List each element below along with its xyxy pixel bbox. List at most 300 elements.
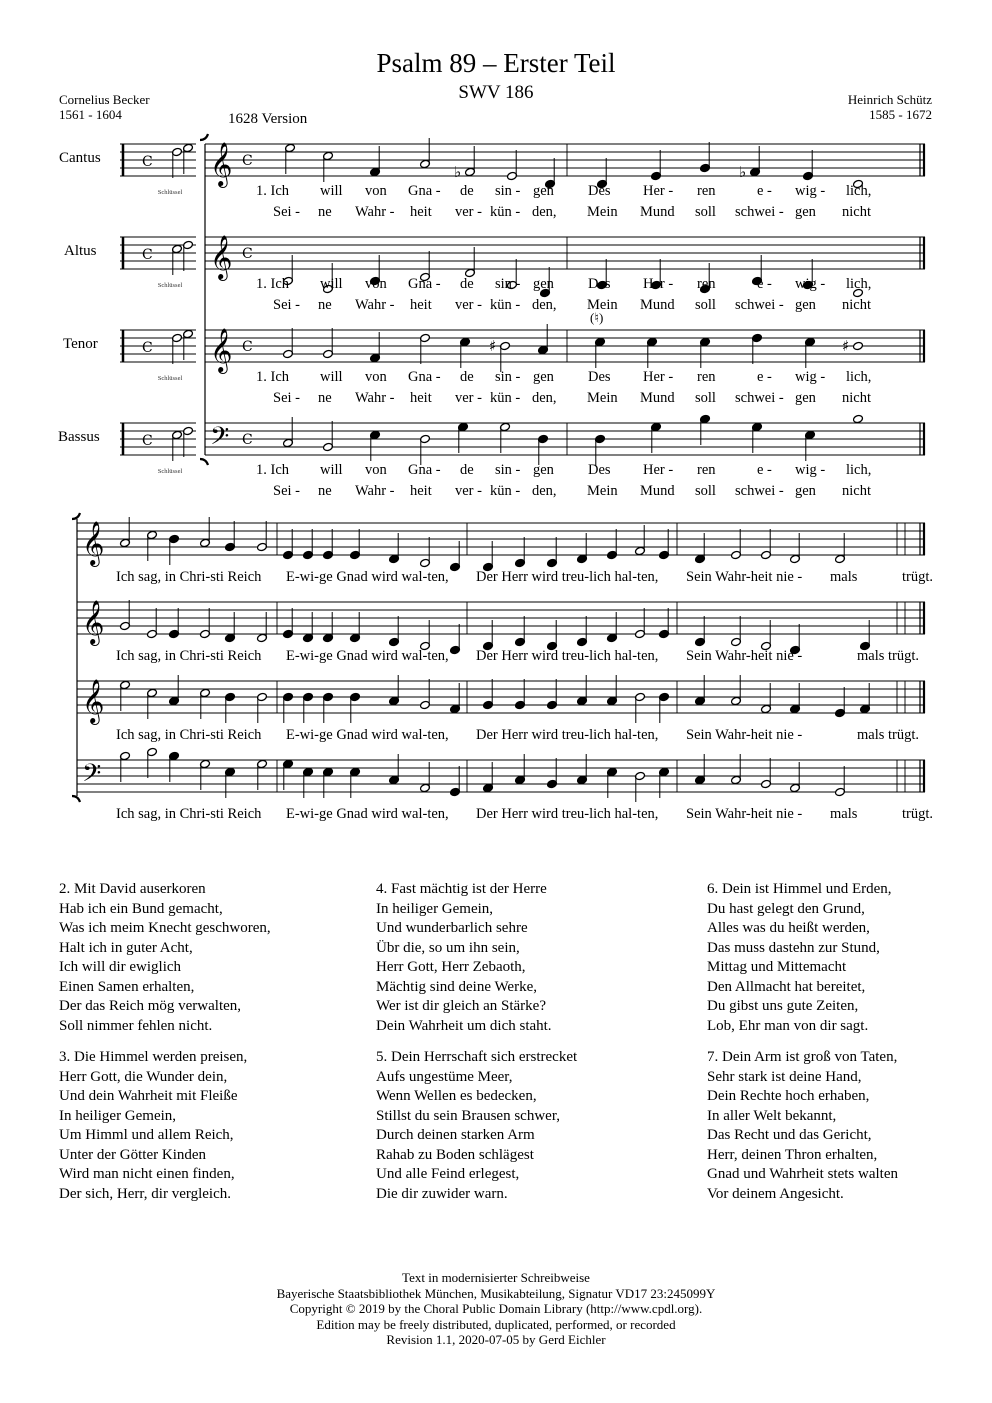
note xyxy=(389,754,400,785)
incipit-note xyxy=(183,240,194,271)
verses-column-2 xyxy=(376,880,676,1216)
note xyxy=(577,754,588,785)
bassus-note xyxy=(805,430,816,461)
note xyxy=(577,533,588,564)
verse-line: Gnad und Wahrheit stets walten xyxy=(707,1166,898,1182)
note xyxy=(635,692,646,723)
accidental-glyph: ♯ xyxy=(489,337,497,355)
note xyxy=(483,679,494,710)
lyric-syllable: ne xyxy=(318,390,332,406)
incipit-note xyxy=(183,426,194,457)
note xyxy=(835,687,846,718)
lyric-syllable: ren xyxy=(697,183,716,199)
note xyxy=(257,612,268,643)
note xyxy=(635,771,646,802)
lyric-syllable: Des xyxy=(588,276,611,292)
tenor-note xyxy=(700,337,711,368)
lyric-syllable: Mund xyxy=(640,483,675,499)
bassus-note xyxy=(595,434,606,465)
lyric-syllable: von xyxy=(365,183,387,199)
lyric-phrase: mals xyxy=(830,569,858,585)
verses-column-1 xyxy=(59,880,359,1216)
lyric-syllable: den, xyxy=(532,297,557,313)
lyric-syllable: ne xyxy=(318,204,332,220)
version-label: 1628 Version xyxy=(228,111,308,127)
verse-line: Der das Reich mög verwalten, xyxy=(59,998,242,1014)
footer-revision: Revision 1.1, 2020-07-05 by Gerd Eichler xyxy=(386,1332,606,1347)
note xyxy=(835,766,846,797)
verse-line: Mittag und Mittemacht xyxy=(707,959,847,975)
lyric-syllable: gen xyxy=(533,369,554,385)
lyric-syllable: gen xyxy=(533,183,554,199)
lyric-phrase: mals trügt. xyxy=(857,648,920,664)
note xyxy=(323,692,334,723)
note xyxy=(283,759,294,790)
tenor-note xyxy=(538,324,549,355)
lyric-syllable: wig - xyxy=(795,369,826,385)
lyric-phrase: E-wi-ge Gnad wird wal-ten, xyxy=(286,806,449,822)
note xyxy=(577,675,588,706)
verse-line: Um Himml und allem Reich, xyxy=(59,1127,234,1143)
bassus-note xyxy=(538,434,549,465)
lyric-syllable: Gna - xyxy=(408,369,441,385)
lyric-syllable: nicht xyxy=(842,483,871,499)
bassus-note xyxy=(323,421,334,452)
lyric-syllable: heit xyxy=(410,483,432,499)
verse-line: Mächtig sind deine Werke, xyxy=(376,978,537,995)
verse-line: Ich will dir ewiglich xyxy=(59,959,182,975)
note xyxy=(323,529,334,560)
lyric-syllable: heit xyxy=(410,390,432,406)
verse-line: Herr Gott, die Wunder dein, xyxy=(59,1068,228,1085)
note xyxy=(547,758,558,789)
verse-line: 3. Die Himmel werden preisen, xyxy=(59,1049,248,1065)
note xyxy=(790,762,801,793)
lyric-phrase: E-wi-ge Gnad wird wal-ten, xyxy=(286,648,449,664)
lyric-syllable: soll xyxy=(695,204,716,220)
lyric-syllable: schwei - xyxy=(735,483,784,499)
lyric-syllable: kün - xyxy=(490,297,521,313)
lyric-syllable: Mund xyxy=(640,297,675,313)
treble-clef-glyph: 𝄞 xyxy=(210,142,233,186)
lyric-phrase: trügt. xyxy=(902,569,934,585)
bassus-note xyxy=(458,422,469,453)
lyric-syllable: e - xyxy=(757,183,772,199)
note xyxy=(635,608,646,639)
note xyxy=(283,608,294,639)
note xyxy=(607,767,618,798)
note xyxy=(761,529,772,560)
lyric-phrase: Der Herr wird treu-lich hal-ten, xyxy=(476,648,659,664)
verse-2 xyxy=(59,880,359,1036)
note xyxy=(257,692,268,723)
note xyxy=(577,616,588,647)
note xyxy=(303,612,314,643)
lyric-syllable: wig - xyxy=(795,462,826,478)
cantus-note xyxy=(700,142,711,173)
verse-5 xyxy=(376,1048,676,1204)
lyric-syllable: Wahr - xyxy=(355,483,395,499)
tenor-note xyxy=(752,333,763,364)
lyric-syllable: will xyxy=(320,369,343,385)
accidental-glyph: ♭ xyxy=(454,163,462,181)
note xyxy=(147,747,158,778)
note xyxy=(450,624,461,655)
note xyxy=(169,534,180,565)
cantus-note xyxy=(285,143,296,174)
note xyxy=(450,683,461,714)
lyric-syllable: Mein xyxy=(587,483,618,499)
note xyxy=(350,692,361,723)
bassus-note xyxy=(853,414,864,423)
lyric-syllable: gen xyxy=(795,297,816,313)
lyric-syllable: 1. Ich xyxy=(256,369,290,385)
note xyxy=(659,529,670,560)
note xyxy=(323,612,334,643)
lyric-syllable: gen xyxy=(533,276,554,292)
note xyxy=(835,533,846,564)
lyric-phrase: Ich sag, in Chri-sti Reich xyxy=(116,569,262,585)
lyric-syllable: e - xyxy=(757,462,772,478)
lyric-phrase: Der Herr wird treu-lich hal-ten, xyxy=(476,727,659,743)
page-title: Psalm 89 – Erster Teil xyxy=(376,48,616,78)
verse-line: Den Allmacht hat bereitet, xyxy=(707,978,866,995)
part-name-bassus: Bassus xyxy=(58,429,100,445)
bracket-hook xyxy=(200,134,208,465)
lyric-syllable: ver - xyxy=(455,204,482,220)
lyric-syllable: Mund xyxy=(640,390,675,406)
tenor-note xyxy=(283,328,294,359)
bassus-note xyxy=(500,422,511,453)
lyric-syllable: will xyxy=(320,183,343,199)
lyric-syllable: kün - xyxy=(490,390,521,406)
note xyxy=(450,541,461,572)
verse-line: Dein Wahrheit um dich staht. xyxy=(376,1017,552,1034)
meter-glyph: C xyxy=(142,340,153,356)
lyric-syllable: will xyxy=(320,276,343,292)
lyric-phrase: E-wi-ge Gnad wird wal-ten, xyxy=(286,727,449,743)
lyric-syllable: gen xyxy=(533,462,554,478)
note xyxy=(547,620,558,651)
lyric-syllable: 1. Ich xyxy=(256,276,290,292)
lyric-syllable: von xyxy=(365,462,387,478)
verse-line: Der sich, Herr, dir vergleich. xyxy=(59,1185,231,1202)
note xyxy=(515,616,526,647)
lyric-syllable: wig - xyxy=(795,276,826,292)
lyric-syllable: ne xyxy=(318,297,332,313)
lyric-syllable: ren xyxy=(697,369,716,385)
cantus-note xyxy=(507,150,518,181)
lyric-syllable: von xyxy=(365,276,387,292)
verse-4 xyxy=(376,880,676,1036)
verse-line: 7. Dein Arm ist groß von Taten, xyxy=(707,1049,898,1065)
lyric-syllable: heit xyxy=(410,204,432,220)
note xyxy=(169,675,180,706)
part-name-cantus: Cantus xyxy=(59,150,101,166)
note xyxy=(515,679,526,710)
incipit-note xyxy=(172,430,183,461)
footer-source: Bayerische Staatsbibliothek München, Musikabteilung, Signatur VD17 23:245099Y xyxy=(276,1285,716,1301)
lyric-phrase: Sein Wahr-heit nie - xyxy=(686,569,803,585)
note xyxy=(450,766,461,797)
lyric-syllable: schwei - xyxy=(735,390,784,406)
tenor-note xyxy=(595,337,606,368)
composer-dates: 1585 - 1672 xyxy=(869,107,932,122)
verse-line: 5. Dein Herrschaft sich erstrecket xyxy=(376,1049,578,1065)
note xyxy=(731,754,742,785)
lyric-syllable: Sei - xyxy=(273,297,300,313)
lyric-phrase: Der Herr wird treu-lich hal-ten, xyxy=(476,806,659,822)
note xyxy=(200,517,211,548)
tenor-note xyxy=(805,337,816,368)
lyric-syllable: kün - xyxy=(490,483,521,499)
lyric-syllable: Her - xyxy=(643,276,674,292)
note xyxy=(350,529,361,560)
note xyxy=(120,751,131,782)
lyric-syllable: Sei - xyxy=(273,204,300,220)
bassus-note xyxy=(651,422,662,453)
note xyxy=(659,767,670,798)
note xyxy=(225,612,236,643)
lyric-syllable: ver - xyxy=(455,390,482,406)
cantus-note xyxy=(651,150,662,181)
note xyxy=(200,608,211,639)
note xyxy=(120,517,131,548)
lyric-syllable: Mund xyxy=(640,204,675,220)
treble-clef-glyph: 𝄞 xyxy=(82,521,105,565)
lyric-syllable: nicht xyxy=(842,297,871,313)
part-name-tenor: Tenor xyxy=(63,336,98,352)
lyric-syllable: Sei - xyxy=(273,483,300,499)
accidental-glyph: ♯ xyxy=(842,337,850,355)
meter-glyph: C xyxy=(142,433,153,449)
note xyxy=(389,616,400,647)
verse-line: Durch deinen starken Arm xyxy=(376,1127,535,1143)
note xyxy=(695,754,706,785)
note xyxy=(483,762,494,793)
cantus-note xyxy=(323,151,334,182)
treble-clef-glyph: 𝄞 xyxy=(210,235,233,279)
note xyxy=(659,608,670,639)
lyric-phrase: Ich sag, in Chri-sti Reich xyxy=(116,648,262,664)
lyric-phrase: Sein Wahr-heit nie - xyxy=(686,806,803,822)
note xyxy=(420,537,431,568)
bassus-note xyxy=(283,417,294,448)
lyric-phrase: trügt. xyxy=(902,806,934,822)
note xyxy=(257,521,268,552)
note xyxy=(120,600,131,631)
lyric-syllable: den, xyxy=(532,483,557,499)
lyric-syllable: e - xyxy=(757,276,772,292)
lyric-syllable: von xyxy=(365,369,387,385)
note xyxy=(731,529,742,560)
lyric-syllable: sin - xyxy=(495,462,521,478)
verse-line: Das Recht und das Gericht, xyxy=(707,1127,872,1143)
lyric-syllable: 1. Ich xyxy=(256,462,290,478)
lyric-phrase: Ich sag, in Chri-sti Reich xyxy=(116,806,262,822)
cantus-note xyxy=(750,146,761,177)
editorial-accidental: (♮) xyxy=(590,310,604,325)
cantus-note xyxy=(465,146,476,177)
notehead xyxy=(853,414,864,423)
lyric-syllable: Sei - xyxy=(273,390,300,406)
note xyxy=(607,675,618,706)
composer-name: Heinrich Schütz xyxy=(847,92,932,107)
lyric-phrase: Der Herr wird treu-lich hal-ten, xyxy=(476,569,659,585)
treble-clef-glyph: 𝄞 xyxy=(210,328,233,372)
verse-line: Die dir zuwider warn. xyxy=(376,1185,508,1202)
note xyxy=(350,767,361,798)
verse-line: Hab ich ein Bund gemacht, xyxy=(59,900,223,917)
verse-3 xyxy=(59,1048,359,1204)
verse-line: Alles was du heißt werden, xyxy=(707,920,870,936)
note xyxy=(790,683,801,714)
note xyxy=(303,767,314,798)
note xyxy=(200,759,211,790)
lyric-phrase: Sein Wahr-heit nie - xyxy=(686,727,803,743)
verse-line: Rahab zu Boden schlägest xyxy=(376,1146,534,1163)
meter-glyph: C xyxy=(242,432,253,448)
bassus-note xyxy=(752,422,763,453)
verse-line: Du hast gelegt den Grund, xyxy=(707,900,865,917)
lyric-syllable: ne xyxy=(318,483,332,499)
lyric-syllable: soll xyxy=(695,297,716,313)
lyric-syllable: Des xyxy=(588,183,611,199)
lyric-syllable: den, xyxy=(532,390,557,406)
verse-line: Was ich meim Knecht geschworen, xyxy=(59,920,271,936)
incipit-note xyxy=(183,143,194,174)
lyric-syllable: Wahr - xyxy=(355,390,395,406)
verse-line: Aufs ungestüme Meer, xyxy=(376,1068,513,1085)
verse-line: Vor deinem Angesicht. xyxy=(707,1185,844,1202)
note xyxy=(547,679,558,710)
lyric-phrase: E-wi-ge Gnad wird wal-ten, xyxy=(286,569,449,585)
verse-line: In aller Welt bekannt, xyxy=(707,1107,837,1124)
lyric-syllable: e - xyxy=(757,369,772,385)
tenor-note xyxy=(853,341,864,350)
bassus-note xyxy=(420,434,431,465)
lyric-syllable: gen xyxy=(795,204,816,220)
incipit-note xyxy=(172,244,183,275)
note xyxy=(860,620,871,651)
bracket-hook xyxy=(72,513,80,802)
verse-line: 2. Mit David auserkoren xyxy=(59,881,206,897)
lyric-syllable: de xyxy=(460,183,474,199)
lyric-syllable: den, xyxy=(532,204,557,220)
incipit-note-cantus: Schlüssel xyxy=(157,189,183,196)
note xyxy=(420,679,431,710)
note xyxy=(147,688,158,719)
note xyxy=(695,616,706,647)
verse-line: Unter der Götter Kinden xyxy=(59,1146,207,1163)
lyric-syllable: ver - xyxy=(455,297,482,313)
lyric-syllable: ren xyxy=(697,462,716,478)
incipit-note-tenor: Schlüssel xyxy=(157,375,183,382)
lyric-syllable: Mein xyxy=(587,297,618,313)
cantus-note xyxy=(370,146,381,177)
note xyxy=(169,751,180,782)
verse-line: Sehr stark ist deine Hand, xyxy=(707,1068,862,1085)
bassus-note xyxy=(370,430,381,461)
note xyxy=(389,675,400,706)
note xyxy=(515,537,526,568)
footer-text-note: Text in modernisierter Schreibweise xyxy=(402,1270,590,1285)
note xyxy=(147,608,158,639)
verse-line: In heiliger Gemein, xyxy=(59,1107,177,1124)
verse-line: Übr die, so um ihn sein, xyxy=(376,939,520,956)
notehead xyxy=(853,341,864,350)
verse-line: Wer ist dir gleich an Stärke? xyxy=(376,998,546,1014)
lyric-syllable: kün - xyxy=(490,204,521,220)
incipit-note-bassus: Schlüssel xyxy=(157,468,183,475)
footer-copyright: Copyright © 2019 by the Choral Public Domain Library (http://www.cpdl.org). xyxy=(289,1301,703,1316)
lyric-syllable: nicht xyxy=(842,390,871,406)
poet-dates: 1561 - 1604 xyxy=(59,107,122,122)
lyric-syllable: heit xyxy=(410,297,432,313)
tenor-note xyxy=(370,332,381,363)
lyric-syllable: lich, xyxy=(846,276,872,292)
verse-line: In heiliger Gemein, xyxy=(376,900,494,917)
verse-line: Herr, deinen Thron erhalten, xyxy=(707,1146,878,1163)
lyric-syllable: ver - xyxy=(455,483,482,499)
note xyxy=(225,692,236,723)
lyric-syllable: Des xyxy=(588,462,611,478)
bassus-note xyxy=(700,414,711,445)
altus-note xyxy=(465,247,476,278)
note xyxy=(483,541,494,572)
lyric-syllable: Wahr - xyxy=(355,297,395,313)
lyric-syllable: soll xyxy=(695,390,716,406)
note xyxy=(607,612,618,643)
treble-clef-glyph: 𝄞 xyxy=(82,679,105,723)
note xyxy=(350,612,361,643)
note xyxy=(860,683,871,714)
lyric-syllable: Her - xyxy=(643,462,674,478)
lyric-syllable: Des xyxy=(588,369,611,385)
treble-clef-glyph: 𝄞 xyxy=(82,600,105,644)
lyric-syllable: lich, xyxy=(846,462,872,478)
catalogue-number: SWV 186 xyxy=(458,82,534,103)
verses-column-3 xyxy=(707,880,947,1216)
incipit-note xyxy=(172,147,183,178)
lyric-syllable: Wahr - xyxy=(355,204,395,220)
verse-line: Das muss dastehn zur Stund, xyxy=(707,939,880,956)
lyric-syllable: sin - xyxy=(495,183,521,199)
note xyxy=(483,620,494,651)
lyric-syllable: gen xyxy=(795,390,816,406)
note xyxy=(169,608,180,639)
note xyxy=(389,533,400,564)
note xyxy=(420,620,431,651)
lyric-syllable: Gna - xyxy=(408,183,441,199)
note xyxy=(695,675,706,706)
lyric-syllable: ren xyxy=(697,276,716,292)
note xyxy=(659,692,670,723)
meter-glyph: C xyxy=(142,154,153,170)
verse-line: 6. Dein ist Himmel und Erden, xyxy=(707,881,892,897)
note xyxy=(695,533,706,564)
bass-clef-glyph: 𝄢 xyxy=(82,759,102,794)
lyric-syllable: lich, xyxy=(846,183,872,199)
note xyxy=(147,530,158,561)
note xyxy=(731,675,742,706)
lyric-syllable: Mein xyxy=(587,390,618,406)
verse-line: Herr Gott, Herr Zebaoth, xyxy=(376,959,526,975)
tenor-note xyxy=(420,333,431,364)
lyric-syllable: sin - xyxy=(495,369,521,385)
lyric-syllable: de xyxy=(460,369,474,385)
cantus-note xyxy=(803,150,814,181)
